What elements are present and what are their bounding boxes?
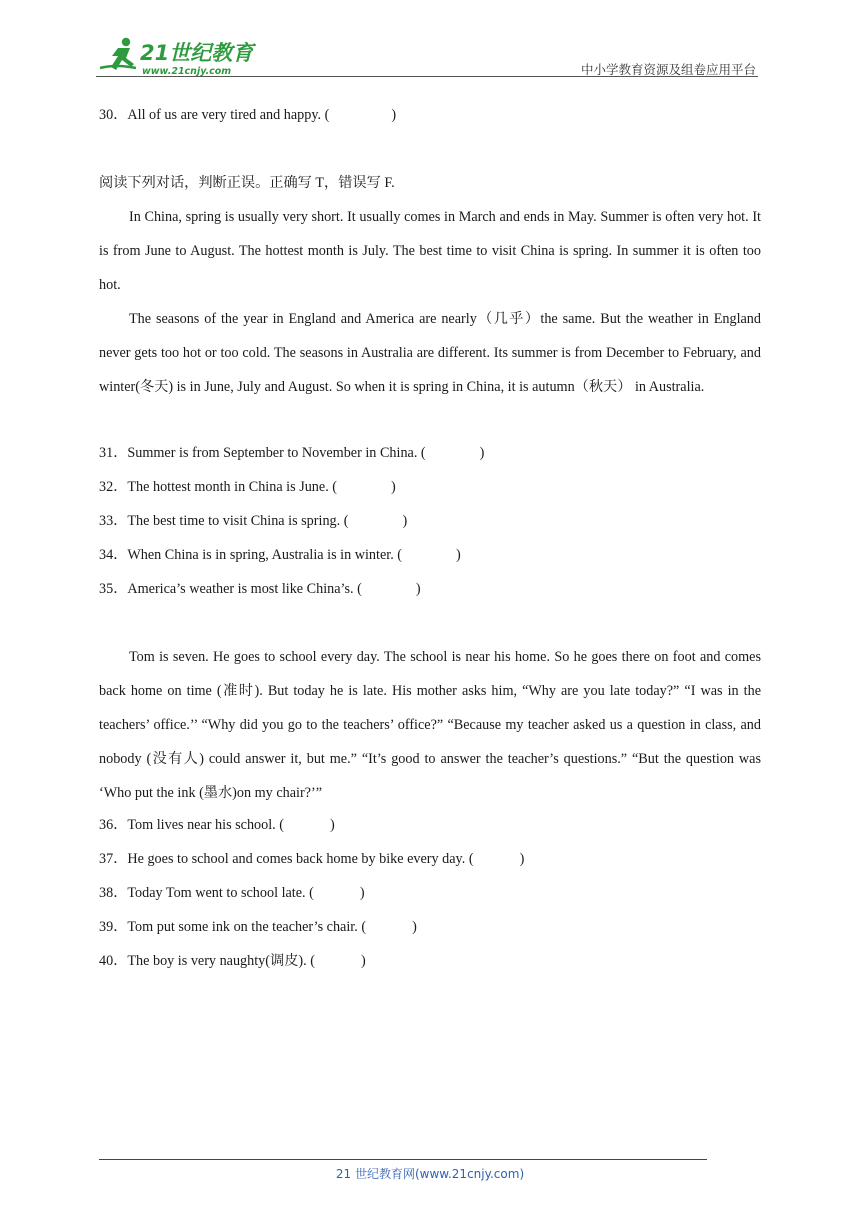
question-text: 36．Tom lives near his school. ( — [99, 817, 284, 833]
question-30 — [99, 98, 396, 132]
site-logo — [96, 34, 266, 78]
question-40 — [99, 944, 366, 978]
question-37 — [99, 842, 524, 876]
question-close-paren: ) — [391, 479, 396, 495]
question-text: 39．Tom put some ink on the teacher’s chair. ( — [99, 919, 367, 935]
passage1-paragraph1: In China, spring is usually very short. It usually comes in March and ends in May. Summer is often very hot. It is from June to August. The hottest month is July. The best time to visit China is spring. In summer it is often too hot. — [99, 209, 761, 293]
question-close-paren: ) — [330, 817, 335, 833]
question-34 — [99, 538, 461, 572]
question-close-paren: ) — [402, 513, 408, 529]
question-close-paren: ) — [412, 919, 417, 935]
question-35 — [99, 572, 421, 606]
section-instruction: 阅读下列对话，判断正误。正确写 T，错误写 F. — [99, 175, 395, 191]
header-platform-title: 中小学教育资源及组卷应用平台 — [580, 62, 756, 77]
question-text: 31．Summer is from September to November in China. ( — [99, 445, 426, 461]
question-text: 32．The hottest month in China is June. ( — [99, 479, 338, 495]
question-31 — [99, 436, 484, 470]
question-close-paren: ) — [359, 885, 365, 901]
question-text: 30．All of us are very tired and happy. ( — [99, 107, 330, 123]
question-32 — [99, 470, 396, 504]
question-38 — [99, 876, 365, 910]
question-text: 34．When China is in spring, Australia is in winter. ( — [99, 547, 403, 563]
question-39 — [99, 910, 417, 944]
question-text: 33．The best time to visit China is spring. ( — [99, 513, 349, 529]
passage1-paragraph2: The seasons of the year in England and America are nearly（几乎）the same. But the weather in England never gets too hot or too cold. The seasons in Australia are different. Its summer is from December to February, and winter(冬天) is in June, July and August. So when it is spring in China, it is autumn（秋天） in Australia. — [99, 311, 761, 395]
question-36 — [99, 808, 335, 842]
question-text: 38．Today Tom went to school late. ( — [99, 885, 314, 901]
question-text: 37．He goes to school and comes back home by bike every day. ( — [99, 851, 474, 867]
question-close-paren: ) — [360, 953, 366, 969]
page-header — [96, 34, 758, 78]
question-close-paren: ) — [519, 851, 525, 867]
logo-url-text: www.21cnjy.com — [142, 66, 232, 77]
question-close-paren: ) — [415, 581, 421, 597]
question-33 — [99, 504, 407, 538]
header-divider — [96, 76, 758, 77]
question-close-paren: ) — [479, 445, 485, 461]
question-text: 35．America’s weather is most like China’s. ( — [99, 581, 362, 597]
question-close-paren: ) — [456, 547, 461, 563]
footer-site-link[interactable]: 21 世纪教育网(www.21cnjy.com) — [335, 1167, 525, 1181]
passage2-paragraph: Tom is seven. He goes to school every day. The school is near his home. So he goes there on foot and comes back home on time (准时). But today he is late. His mother asks him, “Why are you late today?” “I was in the teachers’ office.’’ “Why did you go to the teachers’ office?” “Because my teacher asked us a question in class, and nobody (没有人) could answer it, but me.” “It’s good to answer the teacher’s questions.” “But the question was ‘Who put the ink (墨水)on my chair?’” — [99, 649, 761, 801]
question-text: 40．The boy is very naughty(调皮). ( — [99, 953, 315, 969]
question-close-paren: ) — [391, 107, 397, 123]
logo-main-text: 21世纪教育 — [140, 41, 254, 65]
footer-divider — [99, 1159, 707, 1160]
